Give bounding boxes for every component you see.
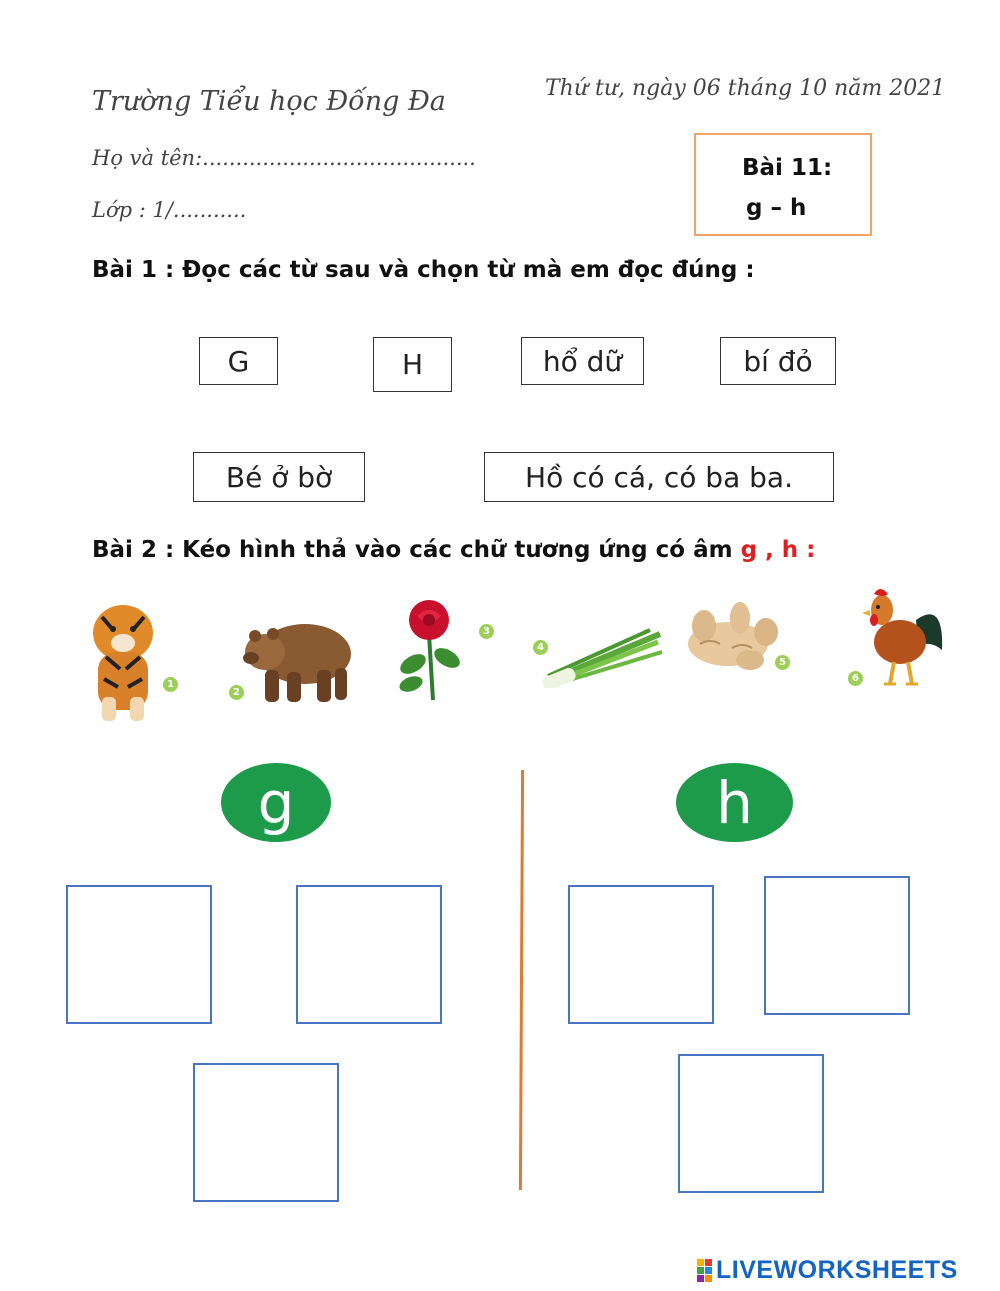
- lesson-box: [694, 133, 872, 236]
- exercise2-instruction-highlight: g , h: [740, 537, 799, 563]
- word-option-be-o-bo[interactable]: Bé ở bờ: [193, 452, 365, 502]
- ginger-image[interactable]: [680, 598, 782, 676]
- rose-image[interactable]: [393, 598, 465, 702]
- rooster-image[interactable]: [860, 580, 946, 690]
- drop-zone-h-1[interactable]: [568, 885, 714, 1024]
- green-onion-image[interactable]: [540, 628, 664, 688]
- lesson-title: Bài 11:: [742, 155, 833, 181]
- student-name-label: Họ và tên:.........................................: [92, 146, 476, 170]
- bear-image[interactable]: [243, 612, 353, 704]
- tiger-image[interactable]: [84, 597, 162, 724]
- word-option-h[interactable]: H: [373, 337, 452, 392]
- picture-number-3: 3: [479, 624, 494, 639]
- group-divider: [519, 770, 524, 1190]
- liveworksheets-logo-icon: [697, 1259, 712, 1282]
- drop-zone-h-3[interactable]: [678, 1054, 824, 1193]
- picture-number-4: 4: [533, 640, 548, 655]
- picture-number-5: 5: [775, 655, 790, 670]
- picture-number-6: 6: [848, 671, 863, 686]
- word-option-bi-do[interactable]: bí đỏ: [720, 337, 836, 385]
- exercise1-instruction: Bài 1 : Đọc các từ sau và chọn từ mà em đọc đúng :: [92, 257, 755, 283]
- drop-zone-g-3[interactable]: [193, 1063, 339, 1202]
- liveworksheets-brand: LIVEWORKSHEETS: [716, 1256, 958, 1284]
- picture-number-1: 1: [163, 677, 178, 692]
- drop-zone-g-2[interactable]: [296, 885, 442, 1024]
- group-h-label: h: [676, 763, 793, 842]
- exercise2-instruction-suffix: :: [798, 537, 816, 563]
- lesson-letters: g – h: [746, 195, 807, 221]
- date-line: Thứ tư, ngày 06 tháng 10 năm 2021: [545, 76, 946, 101]
- word-option-ho-co-ca[interactable]: Hồ có cá, có ba ba.: [484, 452, 834, 502]
- school-name: Trường Tiểu học Đống Đa: [92, 86, 446, 117]
- word-option-g[interactable]: G: [199, 337, 278, 385]
- drop-zone-g-1[interactable]: [66, 885, 212, 1024]
- drop-zone-h-2[interactable]: [764, 876, 910, 1015]
- word-option-ho-du[interactable]: hổ dữ: [521, 337, 644, 385]
- liveworksheets-logo: [697, 1256, 958, 1285]
- exercise2-instruction-prefix: Bài 2 : Kéo hình thả vào các chữ tương ứng có âm: [92, 537, 741, 563]
- exercise2-instruction: [92, 537, 815, 563]
- picture-number-2: 2: [229, 685, 244, 700]
- class-label: Lớp : 1/...........: [92, 198, 247, 222]
- group-g-label: g: [221, 763, 331, 842]
